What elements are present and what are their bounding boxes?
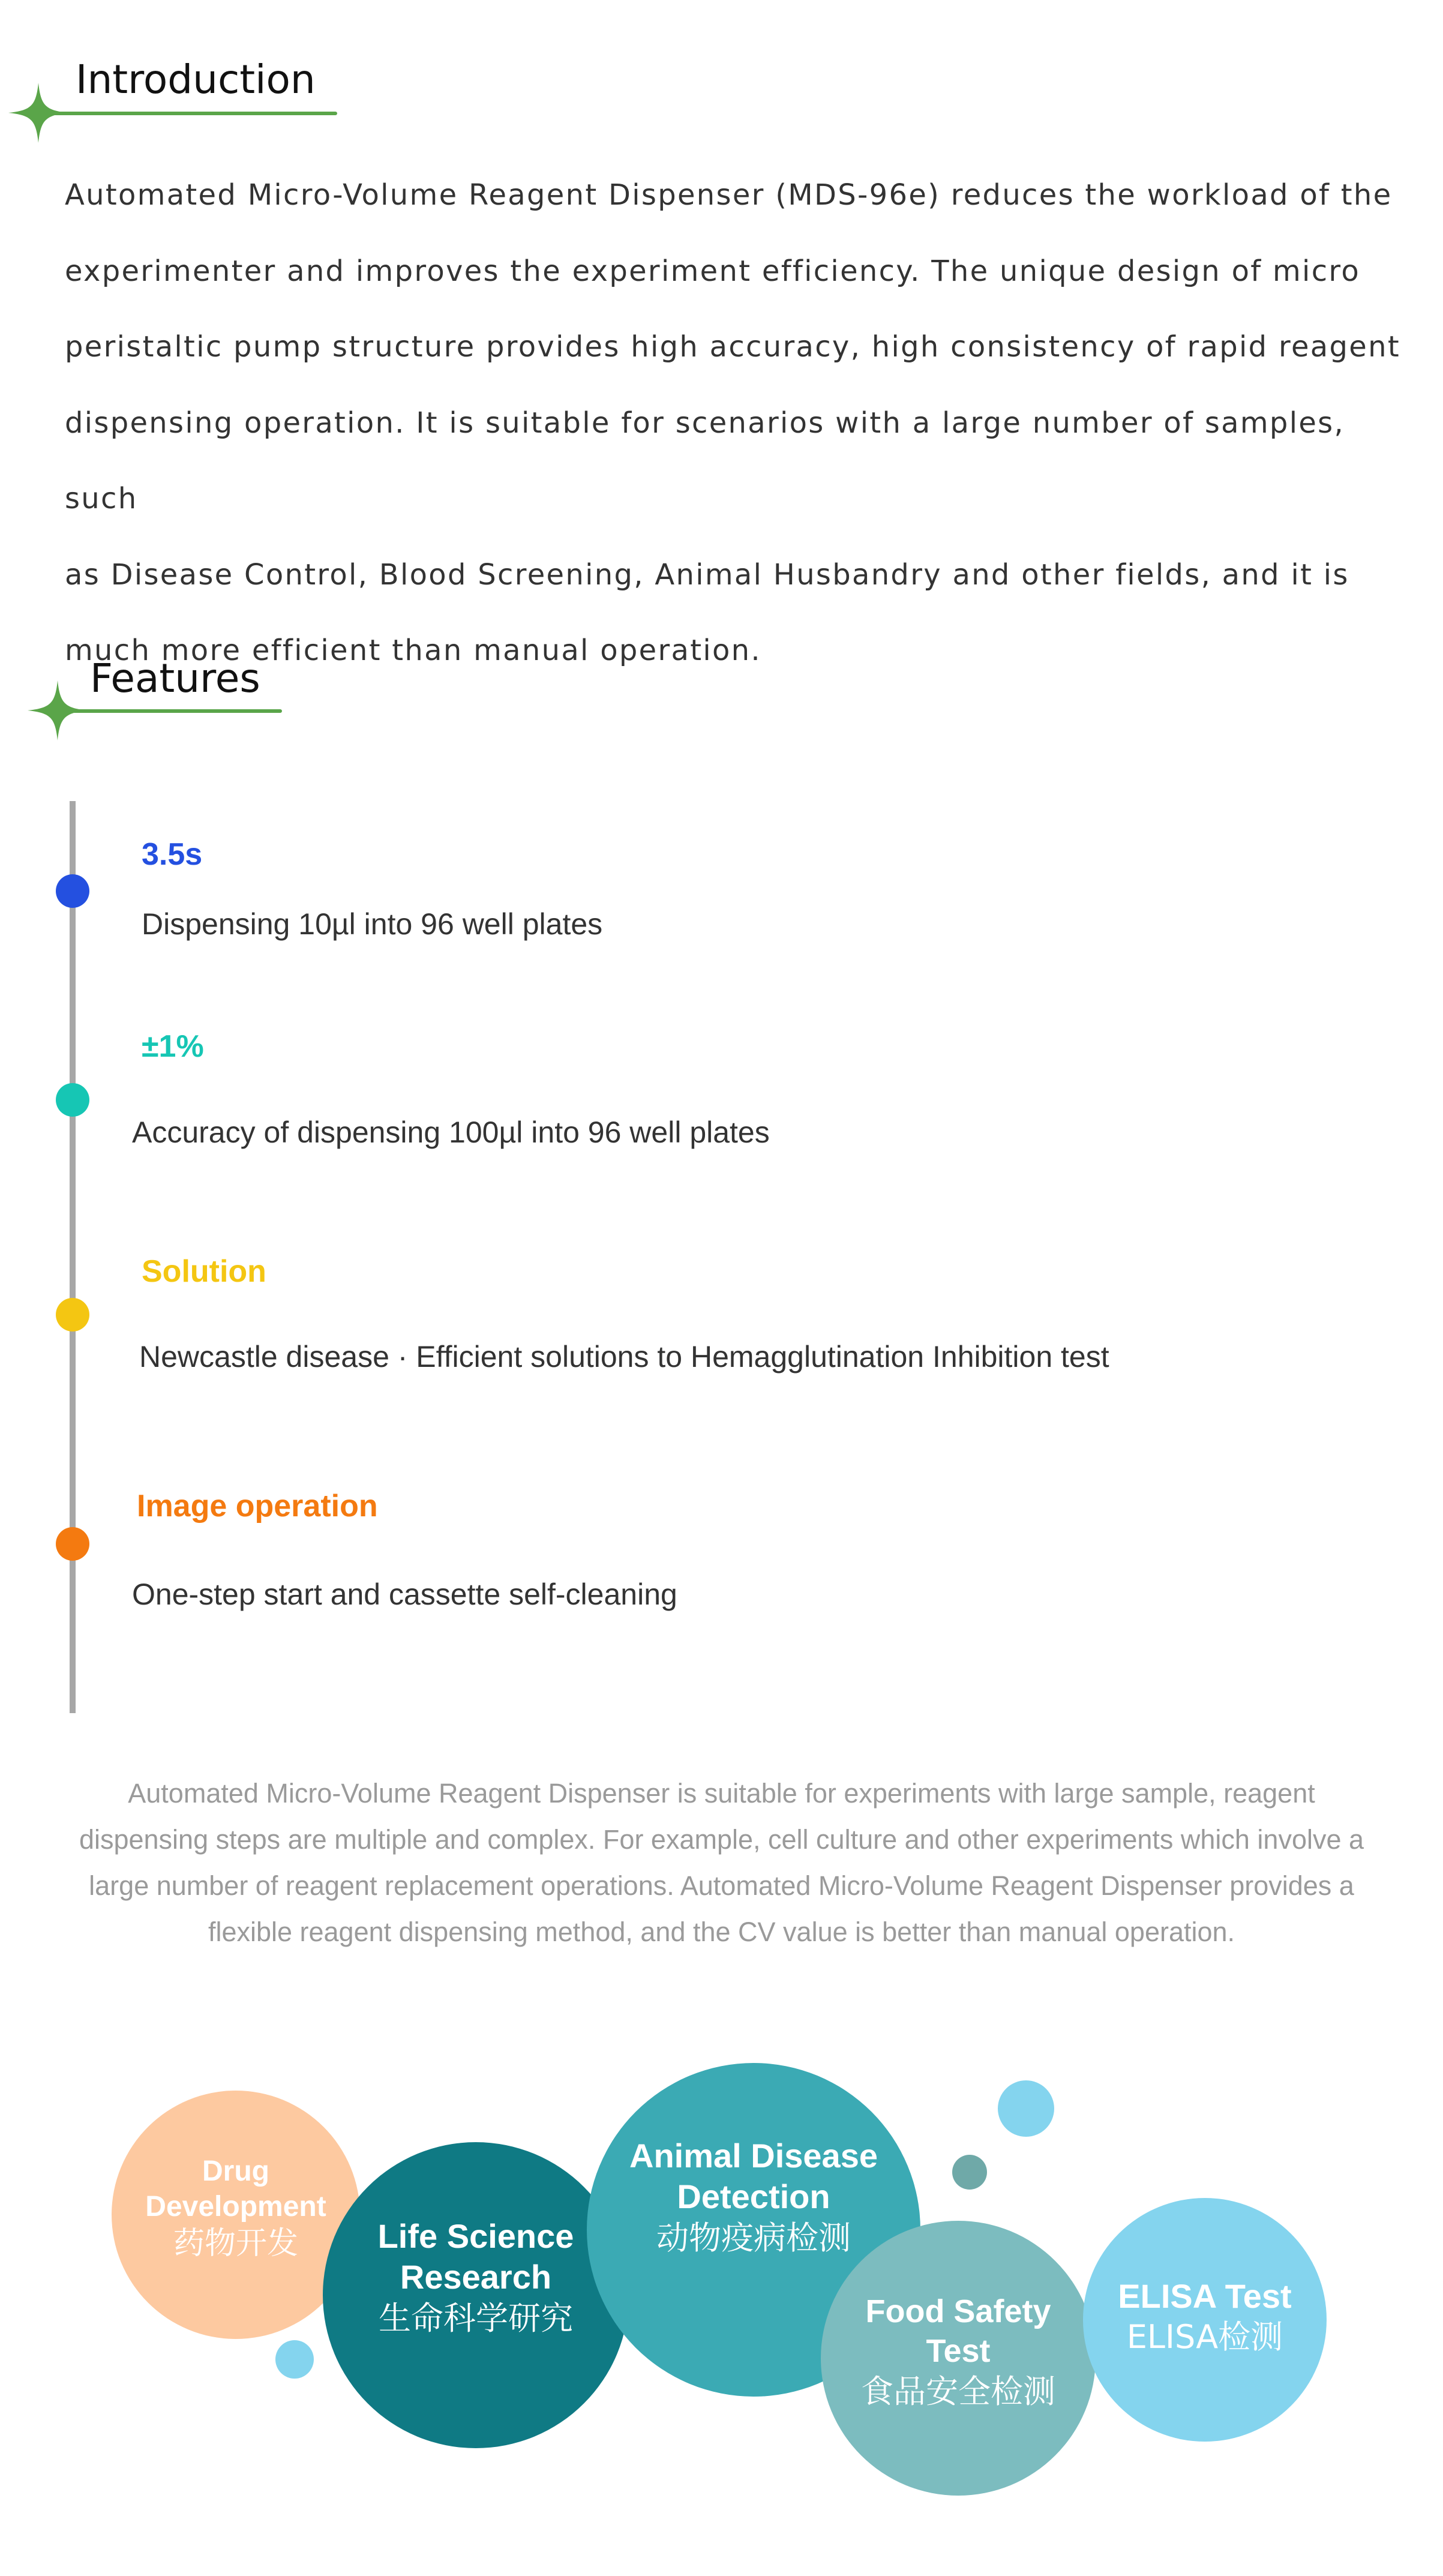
intro-line: dispensing operation. It is suitable for scenarios with a large number of samples, such (65, 406, 1345, 515)
application-circle-life-science (323, 2142, 629, 2448)
section-underline (58, 709, 282, 713)
timeline-line (70, 801, 76, 1713)
circle-label-en: Drug (202, 2155, 269, 2187)
circle-label-zh: ELISA检测 (1126, 2318, 1283, 2356)
decorative-bubble (952, 2155, 987, 2190)
application-circle-elisa (1083, 2198, 1327, 2442)
circle-label-en: Food Safety (865, 2293, 1051, 2330)
feature-title: Image operation (137, 1489, 378, 1524)
circle-label-zh: 动物疫病检测 (656, 2218, 851, 2257)
circle-label-en: Detection (677, 2178, 830, 2216)
intro-line: as Disease Control, Blood Screening, Animal Husbandry and other fields, and it is (65, 557, 1349, 592)
decorative-bubble (275, 2340, 314, 2379)
timeline-dot (56, 1527, 89, 1561)
feature-title: 3.5s (142, 837, 203, 872)
feature-desc: Accuracy of dispensing 100µl into 96 well plates (132, 1115, 770, 1149)
summary-paragraph (24, 1770, 1419, 1955)
features-title: Features (90, 655, 260, 701)
intro-line: Automated Micro-Volume Reagent Dispenser (MDS-96e) reduces the workload of the (65, 178, 1393, 212)
intro-line: peristaltic pump structure provides high accuracy, high consistency of rapid reagent (65, 330, 1400, 364)
summary-line: dispensing steps are multiple and complex. For example, cell culture and other experiments which involve a (79, 1824, 1364, 1855)
summary-line: Automated Micro-Volume Reagent Dispenser is suitable for experiments with large sample, reagent (128, 1778, 1315, 1809)
summary-line: flexible reagent dispensing method, and the CV value is better than manual operation. (208, 1917, 1235, 1947)
timeline-dot (56, 874, 89, 908)
feature-desc: Newcastle disease · Efficient solutions to Hemagglutination Inhibition test (139, 1340, 1109, 1374)
application-circle-food-safety (821, 2221, 1096, 2496)
decorative-bubble (998, 2080, 1054, 2137)
intro-title: Introduction (76, 56, 316, 103)
circle-label-zh: 药物开发 (173, 2226, 298, 2262)
feature-desc: One-step start and cassette self-cleaning (132, 1578, 677, 1611)
timeline-dot (56, 1083, 89, 1117)
intro-paragraph (65, 157, 1421, 689)
feature-title: ±1% (142, 1029, 204, 1064)
section-underline (38, 112, 337, 115)
circle-label-en: Development (145, 2190, 326, 2223)
circle-label-en: Research (400, 2258, 552, 2296)
circle-label-zh: 生命科学研究 (379, 2299, 573, 2337)
intro-line: experimenter and improves the experiment efficiency. The unique design of micro (65, 254, 1361, 288)
summary-line: large number of reagent replacement operations. Automated Micro-Volume Reagent Dispenser provides a (89, 1870, 1354, 1901)
circle-label-en: Animal Disease (629, 2136, 878, 2175)
circle-label-en: Test (926, 2333, 991, 2370)
circle-label-zh: 食品安全检测 (861, 2373, 1055, 2411)
timeline-dot (56, 1298, 89, 1332)
intro-line: much more efficient than manual operation. (65, 634, 761, 667)
feature-title: Solution (142, 1254, 266, 1289)
feature-desc: Dispensing 10µl into 96 well plates (142, 907, 603, 941)
circle-label-en: ELISA Test (1118, 2277, 1292, 2316)
circle-label-en: Life Science (377, 2217, 574, 2255)
